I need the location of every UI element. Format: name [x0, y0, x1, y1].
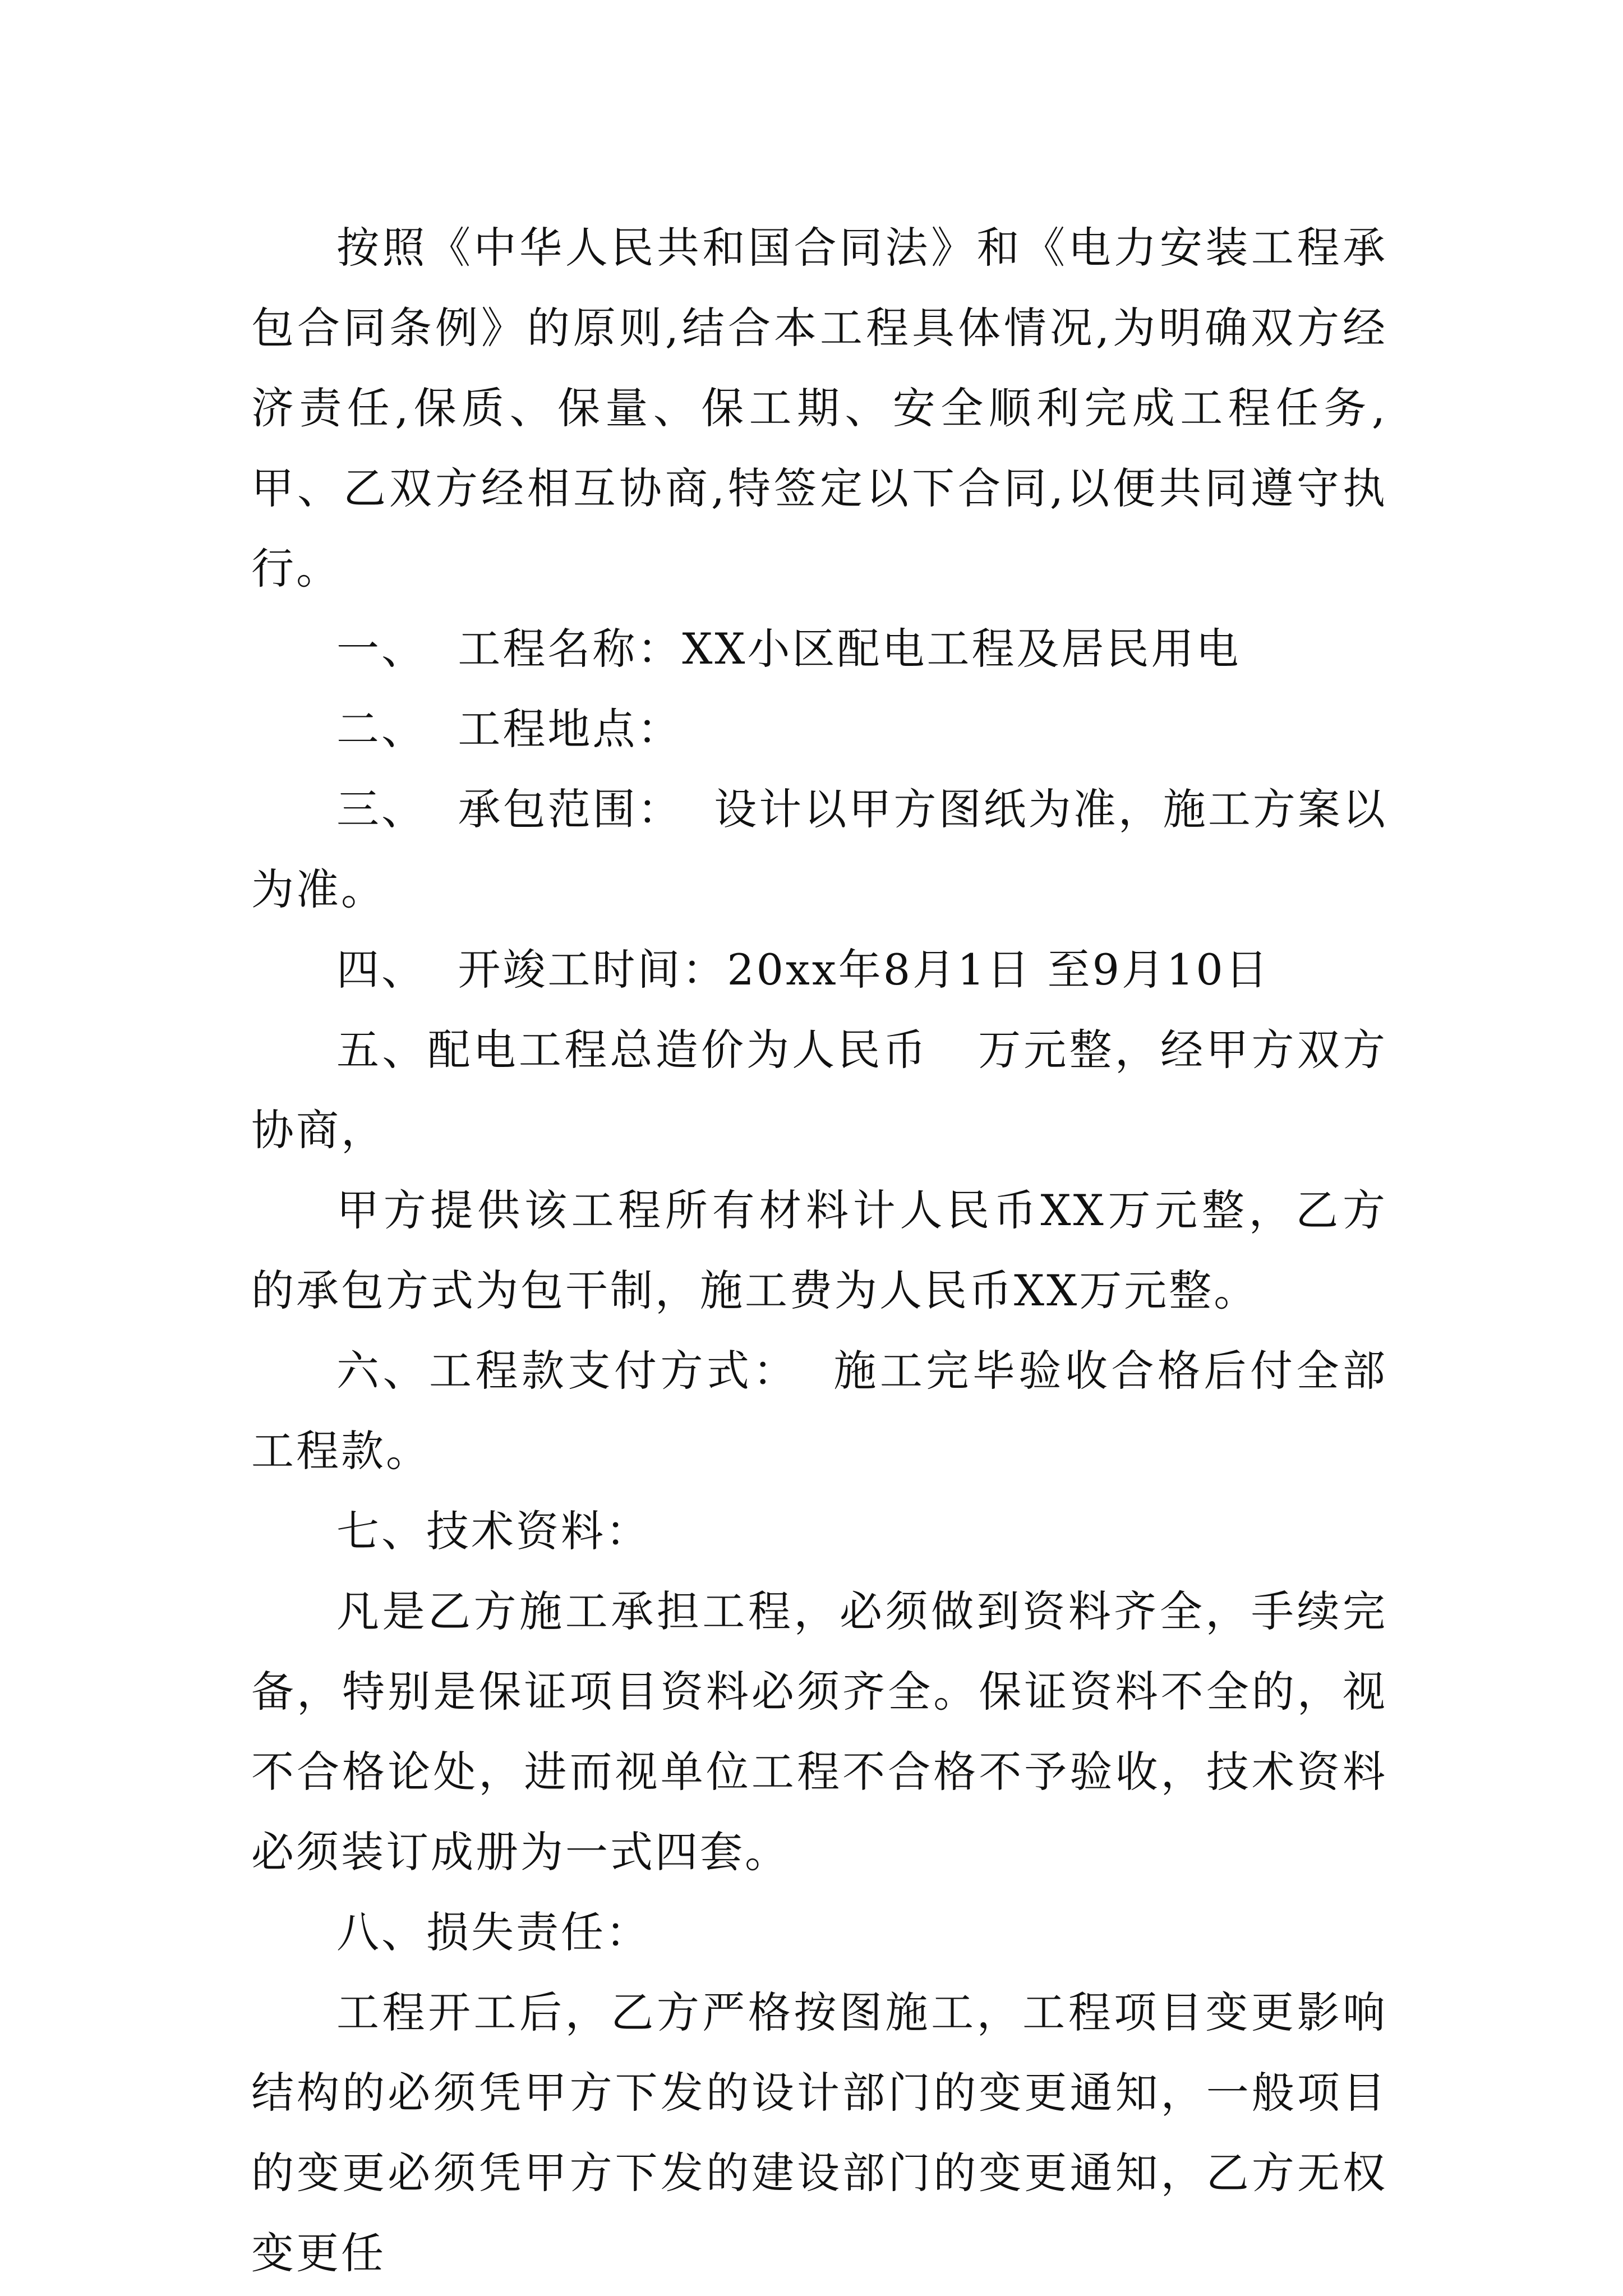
clause-technical-documents: 七、技术资料： — [336, 1506, 651, 1556]
paragraph-technical-documents-body: 凡是乙方施工承担工程，必须做到资料齐全，手续完备，特别是保证项目资料必须齐全。保证资料不全的，视不合格论处，进而视单位工程不合格不予验收，技术资料必须装订成册为一式四套。 — [251, 1586, 1387, 1877]
clause-loss-liability: 八、损失责任： — [336, 1907, 651, 1957]
clause-contract-scope: 三、 承包范围： 设计以甲方图纸为准，施工方案以为准。 — [251, 784, 1387, 914]
paragraph-materials-and-fees: 甲方提供该工程所有材料计人民币XX万元整，乙方的承包方式为包干制，施工费为人民币XX万元整。 — [251, 1185, 1387, 1315]
clause-project-location: 二、 工程地点： — [336, 704, 683, 754]
clause-total-cost: 五、配电工程总造价为人民币 万元整，经甲方双方协商， — [251, 1025, 1387, 1155]
clause-project-name: 一、 工程名称：XX小区配电工程及居民用电 — [336, 624, 1241, 674]
preamble-paragraph: 按照《中华人民共和国合同法》和《电力安装工程承包合同条例》的原则,结合本工程具体情况,为明确双方经济责任,保质、保量、保工期、安全顺利完成工程任务,甲、乙双方经相互协商,特签定以下合同,以便共同遵守执行。 — [251, 223, 1387, 593]
paragraph-loss-liability-body: 工程开工后，乙方严格按图施工，工程项目变更影响结构的必须凭甲方下发的设计部门的变更通知，一般项目的变更必须凭甲方下发的建设部门的变更通知，乙方无权变更任 — [251, 1987, 1387, 2278]
document-body — [251, 208, 1387, 2293]
clause-schedule: 四、 开竣工时间：20xx年8月1日 至9月10日 — [336, 945, 1270, 995]
clause-payment-method: 六、工程款支付方式： 施工完毕验收合格后付全部工程款。 — [251, 1346, 1387, 1476]
